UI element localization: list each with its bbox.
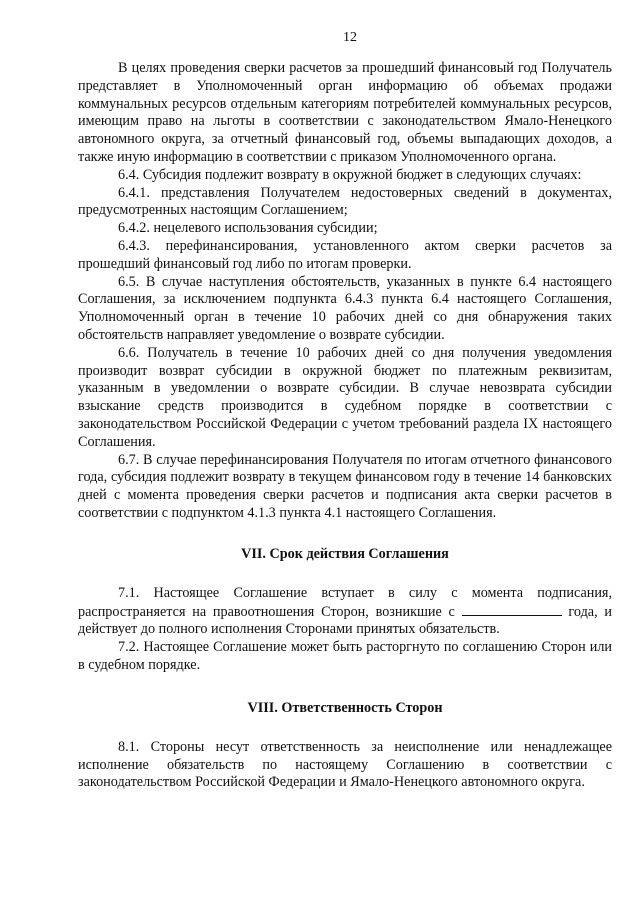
paragraph-7-1 <box>78 585 612 639</box>
date-blank-line <box>462 603 562 616</box>
section-7-title: VII. Срок действия Соглашения <box>241 545 449 562</box>
paragraph-6-7: 6.7. В случае перефинансирования Получателя по итогам отчетного финансового года, субсидия подлежит возврату в текущем финансовом году в течение 14 банковских дней с момента проведения сверки расчетов и подписания акта сверки расчетов в соответствии с подпунктом 4.1.3 пункта 4.1 настоящего Соглашения. <box>78 451 612 521</box>
paragraph-6-4-1: 6.4.1. представления Получателем недостоверных сведений в документах, предусмотренных настоящим Соглашением; <box>78 184 612 219</box>
page-number: 12 <box>343 30 357 45</box>
paragraph-7-2: 7.2. Настоящее Соглашение может быть расторгнуто по соглашению Сторон или в судебном порядке. <box>78 639 612 673</box>
paragraph-6-4-2: 6.4.2. нецелевого использования субсидии; <box>118 220 378 237</box>
paragraph-8-1: 8.1. Стороны несут ответственность за неисполнение или ненадлежащее исполнение обязательств по настоящему Соглашению в соответствии с законодательством Российской Федерации и Ямало-Ненецкого автономного округа. <box>78 738 612 791</box>
paragraph-6-5: 6.5. В случае наступления обстоятельств, указанных в пункте 6.4 настоящего Соглашения, за исключением подпункта 6.4.3 пункта 6.4 настоящего Соглашения, Уполномоченный орган в течение 10 рабочих дней со дня обнаружения таких обстоятельств направляет уведомление о возврате субсидии. <box>78 273 612 343</box>
paragraph-6-4: 6.4. Субсидия подлежит возврату в окружной бюджет в следующих случаях: <box>118 166 582 183</box>
document-page <box>78 30 612 792</box>
paragraph-6-4-3: 6.4.3. перефинансирования, установленного актом сверки расчетов за прошедший финансовый год либо по итогам проверки. <box>78 237 612 272</box>
paragraph-7-1-end: года, и действует до полного исполнения Сторонами принятых обязательств. <box>78 603 613 638</box>
paragraph-7-1-start: 7.1. Настоящее Соглашение вступает в силу с момента подписания, распространяется на правоотношения Сторон, возникшие с <box>78 584 612 620</box>
paragraph-reconciliation: В целях проведения сверки расчетов за прошедший финансовый год Получатель представляет в Уполномоченный орган информацию об объемах продажи коммунальных ресурсов отдельным категориям потребителей коммунальных ресурсов, имеющим право на льготы в соответствии с законодательством Ямало-Ненецкого автономного округа, за отчетный финансовый год, объемы выпадающих доходов, а также иную информацию в соответствии с приказом Уполномоченного органа. <box>78 60 612 165</box>
section-8-title: VIII. Ответственность Сторон <box>247 699 443 716</box>
paragraph-6-6: 6.6. Получатель в течение 10 рабочих дней со дня получения уведомления производит возврат субсидии в окружной бюджет по платежным реквизитам, указанным в уведомлении о возврате субсидии. В случае невозврата субсидии взыскание средств производится в судебном порядке в соответствии с законодательством Российской Федерации с учетом требований раздела IX настоящего Соглашения. <box>78 344 612 450</box>
